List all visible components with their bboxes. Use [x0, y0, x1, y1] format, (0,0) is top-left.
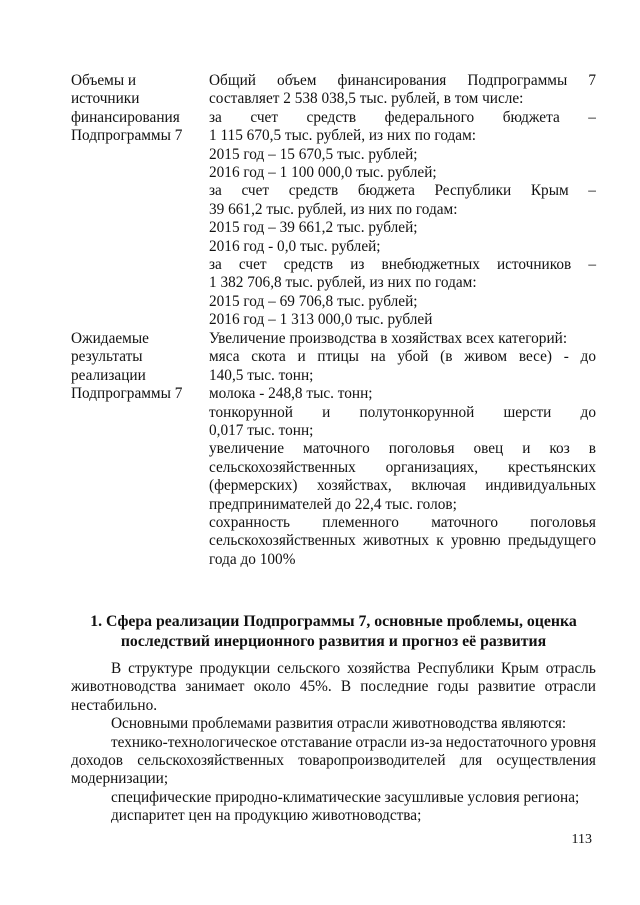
text-line: 1 382 706,8 тыс. рублей, из них по годам: — [209, 274, 477, 292]
word: индивидуальных — [485, 477, 596, 495]
text-line — [209, 256, 596, 274]
word: объем — [277, 72, 317, 89]
word: занимает — [185, 678, 245, 696]
text-line — [209, 182, 596, 200]
text-line: 1 115 670,5 тыс. рублей, из них по годам: — [209, 127, 477, 145]
text-line: специфические природно-климатические засушливые условия региона; — [111, 788, 580, 806]
word: – — [588, 182, 596, 200]
financing-label-line: источники — [71, 90, 140, 108]
page-number: 113 — [571, 832, 592, 847]
text-line: 0,017 тыс. тонн; — [209, 422, 314, 440]
word: коз — [549, 440, 570, 458]
word: и — [322, 403, 331, 421]
text-line: молока - 248,8 тыс. тонн; — [209, 385, 373, 403]
word: финансирования — [337, 72, 447, 89]
word: – — [588, 256, 596, 274]
word: шерсти — [503, 403, 552, 421]
word: продукции — [199, 660, 271, 677]
text-line — [209, 404, 596, 422]
word: доходов — [71, 752, 123, 770]
word: маточного — [431, 514, 498, 532]
word: средств — [288, 182, 339, 200]
text-line: 2015 год – 15 670,5 тыс. рублей; — [209, 145, 418, 163]
text-line — [71, 752, 596, 770]
word: технико-технологическое — [111, 733, 277, 751]
word: счет — [241, 182, 270, 200]
word: средств — [306, 108, 357, 126]
word: за — [209, 108, 222, 126]
word: - — [563, 348, 569, 366]
word: сохранность — [209, 514, 290, 532]
word: товаропроизводителей — [298, 752, 446, 770]
text-line — [209, 72, 596, 90]
results-row — [71, 330, 596, 568]
word: 45%. — [299, 678, 332, 696]
word: счет — [250, 108, 279, 126]
word: племенного — [322, 514, 399, 532]
word: Подпрограммы — [467, 72, 568, 89]
section-heading-line: 1. Сфера реализации Подпрограммы 7, основные проблемы, оценка — [90, 613, 577, 630]
word: тонкорунной — [209, 403, 293, 421]
word: полутонкорунной — [359, 403, 475, 421]
word: счет — [238, 256, 267, 274]
word: годы — [437, 678, 469, 696]
word: животных — [362, 532, 430, 550]
word: средств — [283, 256, 334, 274]
financing-row — [71, 72, 596, 329]
word: внебюджетных — [381, 256, 480, 274]
word: на — [370, 348, 386, 366]
word: недостаточного — [445, 733, 548, 751]
word: уровня — [550, 733, 596, 751]
financing-label-line: финансирования — [71, 108, 180, 126]
word: к — [436, 532, 444, 550]
word: – — [588, 108, 596, 126]
word: живом — [464, 348, 508, 366]
text-line: диспаритет цен на продукцию животноводства; — [111, 807, 422, 825]
financing-content — [209, 72, 596, 330]
text-line — [209, 514, 596, 532]
word: из-за — [410, 733, 443, 751]
results-content — [209, 330, 596, 569]
word: уровню — [450, 532, 501, 550]
body-text — [71, 660, 596, 826]
word: за — [209, 256, 222, 274]
word: сельскохозяйственных — [137, 752, 284, 770]
word: около — [253, 678, 291, 696]
word: включая — [411, 477, 466, 495]
word: организациях, — [385, 458, 479, 476]
text-line: 2015 год – 69 706,8 тыс. рублей; — [209, 292, 418, 310]
word: хозяйства — [347, 660, 411, 677]
word: бюджета — [502, 108, 560, 126]
text-line: 140,5 тыс. тонн; — [209, 366, 314, 384]
text-line — [209, 477, 596, 495]
word: весе) — [518, 348, 552, 366]
text-line — [71, 734, 596, 752]
results-label-line: реализации — [71, 366, 146, 384]
text-line: 39 661,2 тыс. рублей, из них по годам: — [209, 200, 458, 218]
text-line — [209, 532, 596, 550]
text-line — [209, 348, 596, 366]
word: птицы — [317, 348, 359, 366]
word: крестьянских — [508, 458, 596, 476]
word: 7 — [588, 72, 596, 89]
word: Крым — [500, 660, 539, 677]
financing-label — [71, 72, 203, 146]
word: увеличение — [209, 440, 285, 458]
text-line: 2016 год - 0,0 тыс. рублей; — [209, 237, 381, 255]
text-line: 2016 год – 1 100 000,0 тыс. рублей; — [209, 164, 437, 182]
word: Республики — [417, 660, 495, 677]
word: Общий — [209, 72, 256, 89]
text-line: Основными проблемами развития отрасли животноводства являются: — [111, 715, 567, 733]
text-line — [209, 459, 596, 477]
text-line — [71, 678, 596, 696]
word: отрасль — [545, 660, 596, 677]
word: В — [340, 678, 352, 696]
word: хозяйствах, — [316, 477, 392, 495]
text-line — [209, 440, 596, 458]
text-line — [71, 660, 596, 678]
word: структуре — [128, 660, 193, 677]
text-line: модернизации; — [71, 770, 169, 788]
word: овец — [473, 440, 504, 458]
word: и — [297, 348, 306, 366]
word: для — [459, 752, 483, 770]
word: (фермерских) — [209, 477, 298, 495]
word: бюджета — [357, 182, 415, 200]
word: источников — [496, 256, 572, 274]
word: за — [209, 182, 222, 200]
section-heading — [71, 612, 596, 652]
word: из — [350, 256, 365, 274]
word: осуществления — [496, 752, 596, 770]
word: поголовья — [530, 514, 596, 532]
word: сельскохозяйственных — [209, 458, 356, 476]
text-line: года до 100% — [209, 550, 296, 568]
word: сельскохозяйственных — [209, 532, 356, 550]
word: отрасли — [355, 733, 407, 751]
word: предыдущего — [507, 532, 596, 550]
text-line: Увеличение производства в хозяйствах всех категорий: — [209, 330, 568, 347]
word: федерального — [384, 108, 475, 126]
word: Крым — [530, 182, 569, 200]
word: отрасли — [544, 678, 596, 696]
text-line: нестабильно. — [71, 696, 158, 714]
word: (в — [440, 348, 453, 366]
word: поголовья — [388, 440, 455, 458]
word: до — [580, 403, 596, 421]
word: животноводства — [71, 678, 177, 696]
word: сельского — [277, 660, 341, 677]
text-line: 2016 год – 1 313 000,0 тыс. рублей — [209, 311, 433, 329]
word: мяса — [209, 348, 240, 366]
results-label — [71, 330, 203, 404]
results-label-line: Ожидаемые — [71, 330, 149, 347]
word: скота — [251, 348, 286, 366]
text-line: составляет 2 538 038,5 тыс. рублей, в том числе: — [209, 90, 524, 108]
word: до — [580, 348, 596, 366]
results-label-line: Подпрограммы 7 — [71, 385, 183, 403]
word: маточного — [303, 440, 370, 458]
text-line — [209, 109, 596, 127]
text-line: предпринимателей до 22,4 тыс. голов; — [209, 495, 457, 513]
text-line: 2015 год – 39 661,2 тыс. рублей; — [209, 219, 418, 237]
word: последние — [360, 678, 429, 696]
financing-label-line: Объемы и — [71, 72, 137, 89]
word: Республики — [434, 182, 512, 200]
results-label-line: результаты — [71, 348, 143, 366]
word: убой — [397, 348, 429, 366]
word: в — [588, 440, 596, 458]
word: отставание — [280, 733, 353, 751]
section-heading-line: последствий инерционного развития и прогноз её развития — [120, 633, 547, 650]
word: и — [522, 440, 531, 458]
word: В — [111, 660, 122, 677]
word: развитие — [477, 678, 536, 696]
financing-label-line: Подпрограммы 7 — [71, 127, 183, 145]
